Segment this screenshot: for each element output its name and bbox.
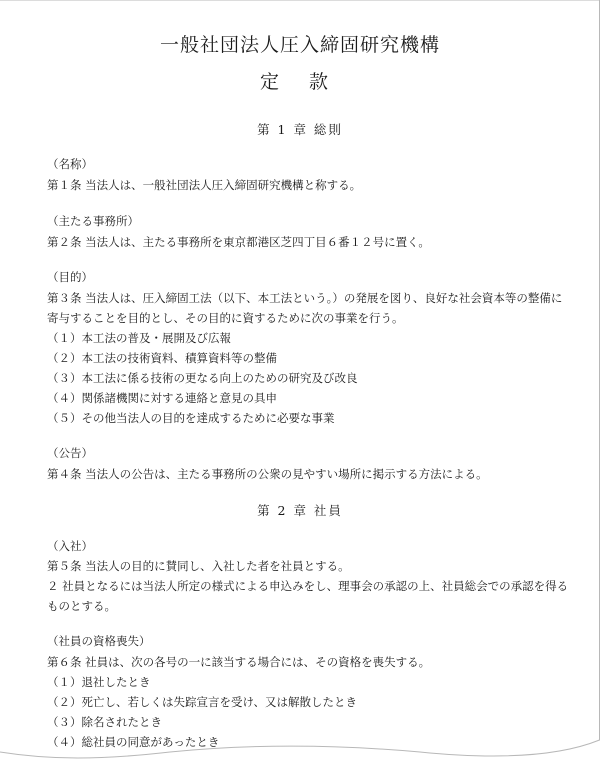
article-caption: （入社） <box>47 539 93 553</box>
chapter-heading-2: 第 2 章 社員 <box>257 503 343 518</box>
article-text: 第１条 当法人は、一般社団法人圧入締固研究機構と称する。 <box>47 178 362 192</box>
document-title: 定 款 <box>259 71 341 93</box>
organization-title: 一般社団法人圧入締固研究機構 <box>159 34 440 56</box>
article-caption: （名称） <box>47 157 93 171</box>
article-text: 第２条 当法人は、主たる事務所を東京都港区芝四丁目６番１２号に置く。 <box>47 235 430 249</box>
article-text: ２ 社員となるには当法人所定の様式による申込みをし、理事会の承認の上、社員総会での承認を得る <box>47 579 569 593</box>
list-item: （４）関係諸機関に対する連絡と意見の具申 <box>47 391 277 405</box>
article-caption: （主たる事務所） <box>47 214 139 228</box>
article-caption: （目的） <box>47 270 93 284</box>
list-item: （１）本工法の普及・展開及び広報 <box>47 331 231 345</box>
article-caption: （公告） <box>47 446 93 460</box>
list-item: （２）本工法の技術資料、積算資料等の整備 <box>47 351 277 365</box>
list-item: （２）死亡し、若しくは失踪宣言を受け、又は解散したとき <box>47 695 358 709</box>
article-text: 第５条 当法人の目的に賛同し、入社した者を社員とする。 <box>47 559 350 573</box>
article-text: 第３条 当法人は、圧入締固工法（以下、本工法という。）の発展を図り、良好な社会資本等の整備に <box>47 291 563 305</box>
article-text: 寄与することを目的とし、その目的に資するために次の事業を行う。 <box>47 311 404 325</box>
article-caption: （社員の資格喪失） <box>47 634 151 648</box>
list-item: （３）本工法に係る技術の更なる向上のための研究及び改良 <box>47 371 358 385</box>
article-text: 第４条 当法人の公告は、主たる事務所の公衆の見やすい場所に掲示する方法による。 <box>47 467 488 481</box>
article-text: ものとする。 <box>47 599 116 613</box>
list-item: （１）退社したとき <box>47 675 151 689</box>
list-item: （５）その他当法人の目的を達成するために必要な事業 <box>47 411 335 425</box>
article-text: 第６条 社員は、次の各号の一に該当する場合には、その資格を喪失する。 <box>47 655 431 669</box>
list-item: （３）除名されたとき <box>47 715 162 729</box>
list-item: （４）総社員の同意があったとき <box>47 735 220 749</box>
chapter-heading-1: 第 1 章 総則 <box>257 122 343 137</box>
